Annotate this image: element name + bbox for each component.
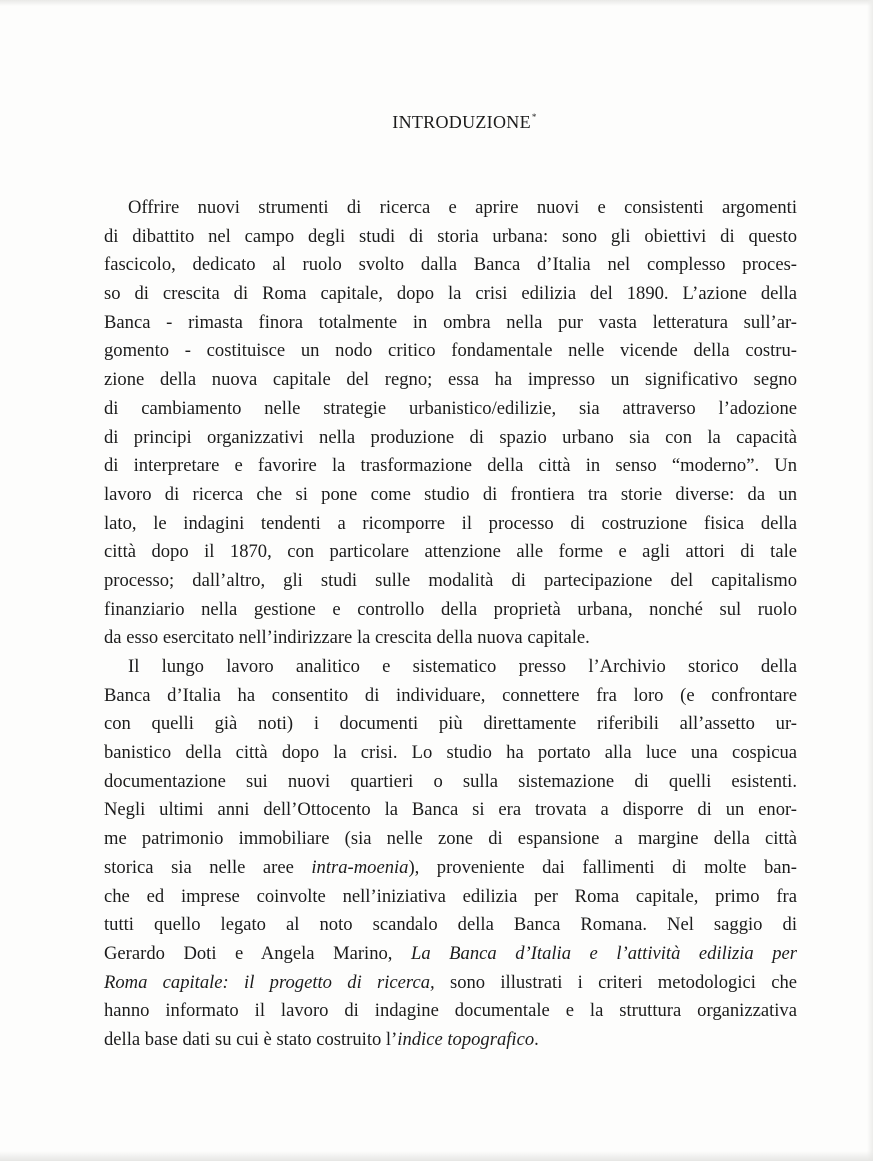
text-segment: documentazione sui nuovi quartieri o sulla sistemazione di quelli esistenti. bbox=[104, 770, 797, 792]
footnote-marker: * bbox=[531, 112, 537, 122]
text-segment: sono illustrati i criteri metodologici che bbox=[434, 971, 797, 993]
text-segment: Banca - rimasta finora totalmente in ombra nella pur vasta letteratura sull’ar- bbox=[104, 311, 797, 333]
text-segment: di principi organizzativi nella produzione di spazio urbano sia con la capacità bbox=[104, 426, 797, 448]
text-line bbox=[104, 538, 797, 567]
text-segment: zione della nuova capitale del regno; essa ha impresso un significativo segno bbox=[104, 369, 797, 391]
paragraph-2 bbox=[104, 653, 797, 1055]
text-line bbox=[104, 911, 797, 940]
text-segment: Banca d’Italia ha consentito di individuare, connettere fra loro (e confrontare bbox=[104, 684, 797, 706]
text-line bbox=[104, 395, 797, 424]
text-segment: Gerardo Doti e Angela Marino, bbox=[104, 942, 411, 964]
text-line bbox=[104, 825, 797, 854]
text-segment: che ed imprese coinvolte nell’iniziativa edilizia per Roma capitale, primo fra bbox=[104, 885, 797, 907]
page-title bbox=[0, 112, 873, 133]
text-line bbox=[104, 510, 797, 539]
scan-edge-top bbox=[0, 0, 873, 6]
text-segment: lavoro di ricerca che si pone come studio di frontiera tra storie diverse: da un bbox=[104, 483, 797, 505]
body-text bbox=[104, 194, 797, 1055]
italic-text: intra-moenia bbox=[311, 856, 409, 878]
text-line bbox=[104, 624, 797, 653]
text-segment: Offrire nuovi strumenti di ricerca e aprire nuovi e consistenti argomenti bbox=[128, 197, 797, 218]
text-segment: di cambiamento nelle strategie urbanistico/edilizie, sia attraverso l’adozione bbox=[104, 397, 797, 419]
text-segment: di dibattito nel campo degli studi di storia urbana: sono gli obiettivi di questo bbox=[104, 225, 797, 247]
text-line bbox=[104, 710, 797, 739]
italic-text: La Banca d’Italia e l’attività edilizia per bbox=[411, 942, 797, 964]
text-line bbox=[104, 883, 797, 912]
text-segment: . bbox=[534, 1028, 539, 1050]
scan-edge-bottom bbox=[0, 1151, 873, 1161]
paragraph-1 bbox=[104, 194, 797, 653]
text-line bbox=[104, 481, 797, 510]
text-line bbox=[104, 337, 797, 366]
text-segment: gomento - costituisce un nodo critico fondamentale nelle vicende della costru- bbox=[104, 340, 797, 362]
text-segment: Negli ultimi anni dell’Ottocento la Banca si era trovata a disporre di un enor- bbox=[104, 799, 797, 821]
text-line bbox=[104, 997, 797, 1026]
text-segment: da esso esercitato nell’indirizzare la crescita della nuova capitale. bbox=[104, 627, 590, 649]
text-segment: ), proveniente dai fallimenti di molte ban- bbox=[408, 856, 797, 878]
text-line bbox=[104, 452, 797, 481]
text-line bbox=[104, 280, 797, 309]
text-line bbox=[104, 424, 797, 453]
text-line bbox=[104, 854, 797, 883]
text-line bbox=[104, 653, 797, 682]
text-line bbox=[104, 309, 797, 338]
text-line bbox=[104, 1026, 797, 1055]
text-line bbox=[104, 194, 797, 223]
text-segment: storica sia nelle aree bbox=[104, 856, 312, 878]
text-line bbox=[104, 251, 797, 280]
text-segment: fascicolo, dedicato al ruolo svolto dalla Banca d’Italia nel complesso proces- bbox=[104, 254, 797, 276]
text-segment: finanziario nella gestione e controllo della proprietà urbana, nonché sul ruolo bbox=[104, 598, 797, 620]
text-line bbox=[104, 223, 797, 252]
text-line bbox=[104, 682, 797, 711]
text-segment: tutti quello legato al noto scandalo della Banca Romana. Nel saggio di bbox=[104, 914, 797, 936]
text-segment: me patrimonio immobiliare (sia nelle zone di espansione a margine della città bbox=[104, 828, 797, 850]
text-line bbox=[104, 796, 797, 825]
text-line bbox=[104, 969, 797, 998]
text-line bbox=[104, 596, 797, 625]
text-segment: di interpretare e favorire la trasformazione della città in senso “moderno”. Un bbox=[104, 455, 797, 477]
text-line bbox=[104, 567, 797, 596]
text-segment: della base dati su cui è stato costruito l’ bbox=[104, 1028, 398, 1050]
title-text: INTRODUZIONE bbox=[392, 112, 531, 132]
text-segment: so di crescita di Roma capitale, dopo la crisi edilizia del 1890. L’azione della bbox=[104, 283, 797, 305]
italic-text: indice topografico bbox=[397, 1028, 535, 1050]
text-segment: processo; dall’altro, gli studi sulle modalità di partecipazione del capitalismo bbox=[104, 569, 797, 591]
text-line bbox=[104, 940, 797, 969]
text-segment: con quelli già noti) i documenti più direttamente riferibili all’assetto ur- bbox=[104, 713, 797, 735]
text-line bbox=[104, 768, 797, 797]
text-segment: città dopo il 1870, con particolare attenzione alle forme e agli attori di tale bbox=[104, 541, 797, 563]
text-line bbox=[104, 366, 797, 395]
text-segment: Il lungo lavoro analitico e sistematico presso l’Archivio storico della bbox=[128, 656, 797, 677]
text-segment: hanno informato il lavoro di indagine documentale e la struttura organizzativa bbox=[104, 1000, 797, 1022]
scan-edge-right bbox=[867, 0, 873, 1161]
text-segment: banistico della città dopo la crisi. Lo studio ha portato alla luce una cospicua bbox=[104, 742, 797, 764]
text-segment: lato, le indagini tendenti a ricomporre il processo di costruzione fisica della bbox=[104, 512, 797, 534]
italic-text: Roma capitale: il progetto di ricerca, bbox=[104, 971, 435, 993]
text-line bbox=[104, 739, 797, 768]
